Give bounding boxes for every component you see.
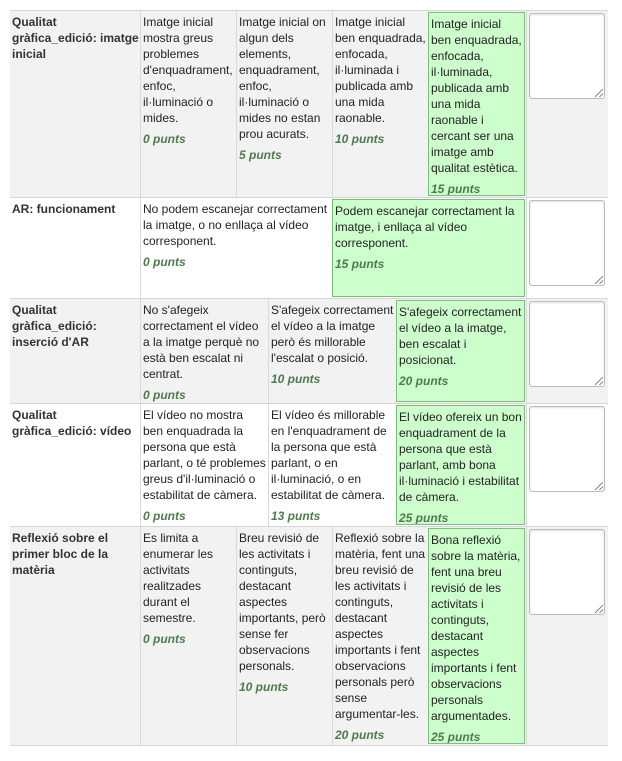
level-cell[interactable] bbox=[140, 198, 332, 298]
resize-grip-icon[interactable] bbox=[595, 605, 603, 613]
remark-textarea[interactable] bbox=[529, 200, 605, 286]
level-description: Imatge inicial ben enquadrada, enfocada, il·luminada i publicada amb una mida raonable. bbox=[335, 15, 426, 125]
level-points: 0 punts bbox=[143, 509, 186, 523]
level-points: 10 punts bbox=[335, 132, 385, 146]
criterion-name: Reflexió sobre el primer bloc de la matèria bbox=[12, 531, 109, 577]
level-cell-selected[interactable] bbox=[428, 528, 525, 744]
remark-textarea[interactable] bbox=[529, 406, 605, 492]
level-cell-selected[interactable] bbox=[332, 199, 525, 297]
level-description: Breu revisió de les activitats i continguts, destacant aspectes importants, però sense fer observacions personals. bbox=[239, 531, 326, 673]
criterion-name: Qualitat gràfica_edició: vídeo bbox=[12, 408, 132, 438]
level-points: 25 punts bbox=[431, 730, 481, 744]
level-description: No podem escanejar correctament la imatge, o no enllaça al vídeo corresponent. bbox=[143, 202, 328, 248]
criterion-name: Qualitat gràfica_edició: imatge inicial bbox=[12, 15, 139, 61]
level-points: 15 punts bbox=[431, 182, 481, 196]
level-description: El vídeo ofereix un bon enquadrament de la persona que està parlant, amb bona il·luminació i estabilitat de càmera. bbox=[399, 410, 522, 504]
level-description: Reflexió sobre la matèria, fent una breu revisió de les activitats i continguts, destacant aspectes importants i fent observacions personals però sense argumentar-les. bbox=[335, 531, 426, 721]
remark-textarea[interactable] bbox=[529, 301, 605, 387]
level-points: 25 punts bbox=[399, 511, 449, 525]
level-points: 20 punts bbox=[399, 374, 449, 388]
resize-grip-icon[interactable] bbox=[595, 377, 603, 385]
remark-cell bbox=[526, 299, 609, 403]
level-points: 0 punts bbox=[143, 132, 186, 146]
level-points: 10 punts bbox=[271, 372, 321, 386]
level-points: 13 punts bbox=[271, 509, 321, 523]
remark-cell bbox=[526, 11, 609, 197]
level-description: No s'afegeix correctament el vídeo a la imatge perquè no està ben escalat ni centrat. bbox=[143, 303, 260, 381]
level-description: Imatge inicial ben enquadrada, enfocada, il·luminada, publicada amb una mida raonable i cercant ser una imatge amb qualitat estètica. bbox=[431, 17, 522, 175]
level-cell-selected[interactable] bbox=[396, 300, 525, 402]
level-cell-selected[interactable] bbox=[428, 12, 525, 196]
level-description: Es limita a enumerar les activitats realitzades durant el semestre. bbox=[143, 531, 214, 625]
criterion-row bbox=[10, 403, 608, 526]
level-cell[interactable] bbox=[332, 11, 428, 197]
resize-grip-icon[interactable] bbox=[595, 89, 603, 97]
level-cell[interactable] bbox=[236, 527, 332, 745]
level-cell[interactable] bbox=[140, 527, 236, 745]
level-description: El vídeo és millorable en l'enquadrament de la persona que està parlant, o en il·luminació, o en estabilitat de càmera. bbox=[271, 408, 387, 502]
criterion-row bbox=[10, 298, 608, 403]
level-points: 20 punts bbox=[335, 728, 385, 742]
criterion-name: Qualitat gràfica_edició: inserció d'AR bbox=[12, 303, 97, 349]
remark-textarea[interactable] bbox=[529, 13, 605, 99]
level-description: S'afegeix correctament el vídeo a la imatge però és millorable l'escalat o posició. bbox=[271, 303, 394, 365]
level-cell[interactable] bbox=[140, 11, 236, 197]
criterion-row bbox=[10, 197, 608, 298]
criterion-row bbox=[10, 526, 608, 746]
level-cell[interactable] bbox=[268, 299, 396, 403]
criterion-row bbox=[10, 10, 608, 197]
level-points: 0 punts bbox=[143, 255, 186, 269]
level-description: Imatge inicial mostra greus problemes d'enquadrament, enfoc, il·luminació o mides. bbox=[143, 15, 233, 125]
level-points: 5 punts bbox=[239, 148, 282, 162]
remark-textarea[interactable] bbox=[529, 529, 605, 615]
level-description: Podem escanejar correctament la imatge, i enllaça al vídeo corresponent. bbox=[335, 204, 515, 250]
level-description: Bona reflexió sobre la matèria, fent una breu revisió de les activitats i continguts, destacant aspectes importants i fent observacions personals argumentades. bbox=[431, 533, 521, 723]
level-description: Imatge inicial on algun dels elements, enquadrament, enfoc, il·luminació o mides no estan prou acurats. bbox=[239, 15, 326, 141]
level-points: 15 punts bbox=[335, 257, 385, 271]
remark-cell bbox=[526, 404, 609, 526]
level-points: 0 punts bbox=[143, 388, 186, 402]
level-cell[interactable] bbox=[140, 404, 268, 526]
level-points: 0 punts bbox=[143, 632, 186, 646]
remark-cell bbox=[526, 527, 609, 745]
level-cell[interactable] bbox=[236, 11, 332, 197]
resize-grip-icon[interactable] bbox=[595, 482, 603, 490]
level-cell[interactable] bbox=[268, 404, 396, 526]
level-description: El vídeo no mostra ben enquadrada la persona que està parlant, o té problemes greus d'il·luminació o estabilitat de càmera. bbox=[143, 408, 266, 502]
resize-grip-icon[interactable] bbox=[595, 276, 603, 284]
criterion-name: AR: funcionament bbox=[12, 202, 116, 216]
level-cell[interactable] bbox=[332, 527, 428, 745]
remark-cell bbox=[526, 198, 609, 298]
level-description: S'afegeix correctament el vídeo a la imatge, ben escalat i posicionat. bbox=[399, 305, 522, 367]
level-cell-selected[interactable] bbox=[396, 405, 525, 525]
level-points: 10 punts bbox=[239, 680, 289, 694]
level-cell[interactable] bbox=[140, 299, 268, 403]
